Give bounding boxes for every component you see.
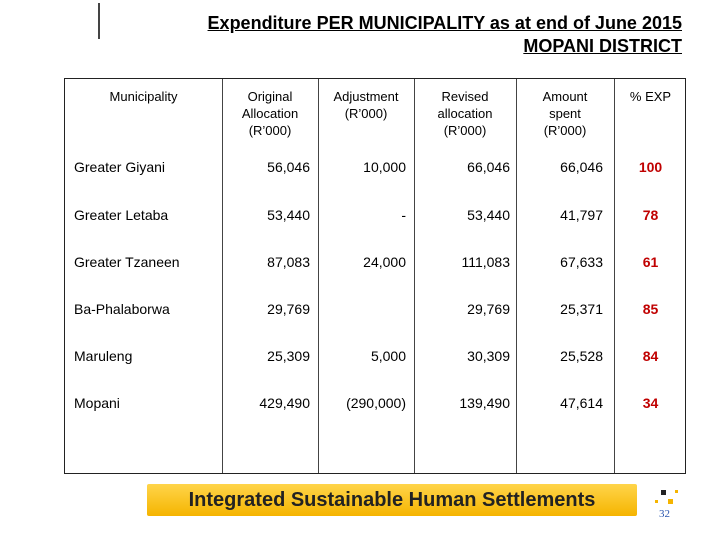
header-percent-exp: % EXP — [629, 89, 672, 104]
cell-original: 25,309 — [267, 348, 310, 364]
page-title — [208, 12, 682, 58]
cell-revised: 139,490 — [459, 395, 510, 411]
cell-revised: 30,309 — [467, 348, 510, 364]
cell-adjustment: - — [401, 207, 406, 223]
cell-percent-exp: 100 — [638, 159, 663, 175]
cell-municipality: Mopani — [74, 395, 120, 411]
cell-adjustment: (290,000) — [346, 395, 406, 411]
cell-municipality: Maruleng — [74, 348, 133, 364]
cell-adjustment: 5,000 — [370, 348, 406, 364]
cell-revised: 111,083 — [461, 254, 510, 270]
header-municipality: Municipality — [109, 89, 178, 104]
footer-banner — [147, 484, 637, 516]
cell-revised: 66,046 — [467, 159, 510, 175]
cell-spent: 47,614 — [560, 395, 603, 411]
header-adjustment: Adjustment (R’000) — [333, 89, 399, 121]
cell-spent: 41,797 — [560, 207, 603, 223]
cell-percent-exp: 34 — [642, 395, 659, 411]
cell-original: 429,490 — [259, 395, 310, 411]
cell-spent: 66,046 — [560, 159, 603, 175]
cell-original: 56,046 — [267, 159, 310, 175]
cell-original: 53,440 — [267, 207, 310, 223]
column-divider — [614, 79, 615, 473]
header-original-allocation: Original Allocation (R’000) — [241, 89, 299, 138]
decorative-square — [661, 490, 666, 495]
cell-percent-exp: 61 — [642, 254, 659, 270]
cell-revised: 29,769 — [467, 301, 510, 317]
cell-percent-exp: 84 — [642, 348, 659, 364]
cell-percent-exp: 78 — [642, 207, 659, 223]
title-line-2: MOPANI DISTRICT — [523, 36, 682, 56]
cell-adjustment: 24,000 — [363, 254, 406, 270]
column-divider — [318, 79, 319, 473]
decorative-square — [675, 490, 678, 493]
cell-adjustment: 10,000 — [363, 159, 406, 175]
cell-spent: 25,371 — [560, 301, 603, 317]
expenditure-table — [64, 78, 686, 474]
cell-original: 87,083 — [267, 254, 310, 270]
cell-revised: 53,440 — [467, 207, 510, 223]
title-line-1: Expenditure PER MUNICIPALITY as at end of June 2015 — [207, 13, 682, 33]
page-number: 32 — [659, 508, 670, 520]
cell-original: 29,769 — [267, 301, 310, 317]
cell-percent-exp: 85 — [642, 301, 659, 317]
decorative-square — [655, 500, 658, 503]
header-revised-allocation: Revised allocation (R’000) — [437, 89, 493, 138]
cell-municipality: Ba-Phalaborwa — [74, 301, 170, 317]
cell-municipality: Greater Giyani — [74, 159, 166, 175]
decorative-square — [668, 499, 673, 504]
cell-spent: 25,528 — [560, 348, 603, 364]
header-amount-spent: Amount spent (R’000) — [542, 89, 588, 138]
header-divider — [98, 3, 100, 39]
cell-municipality: Greater Tzaneen — [74, 254, 180, 270]
cell-municipality: Greater Letaba — [74, 207, 169, 223]
banner-text: Integrated Sustainable Human Settlements — [188, 488, 596, 511]
cell-spent: 67,633 — [560, 254, 603, 270]
